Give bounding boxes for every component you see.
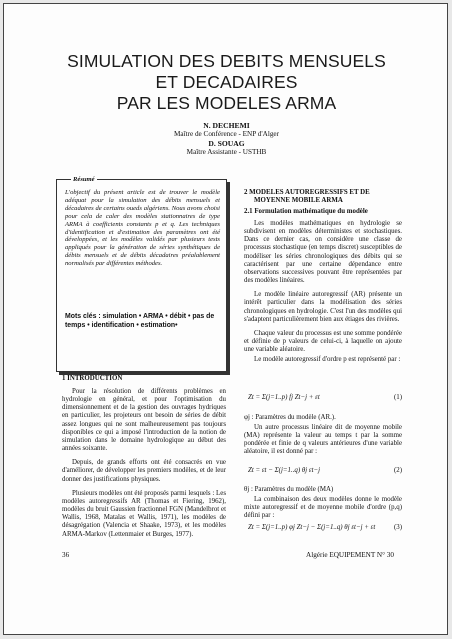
paragraph: Pour la résolution de différents problèmes en hydrologie en général, et pour l'optimisation du dimensionnement et de la gestion des ouvrages hydriques en particulier, les projeteurs ont besoin de séries de débit assez longues qui ne sont malheureusement pas toujours disponibles ce qui a imposé l'introduction de la notion de simulation dans le domaine hydrologique au début des années soixante.: [62, 388, 226, 453]
paragraph: Plusieurs modèles ont été proposés parmi lesquels : Les modèles autoregressifs AR (Thomas et Fiering, 1962), modèles du bruit Gaussien fractionnel FGN (Mandelbrot et Wallis, 1968, Matalas et Wallis, 1971), les modèles de désagrégation (Valencia et Shaake, 1973), et les modèles ARMA-Markov (Lettenmaier et Burges, 1977).: [62, 489, 226, 538]
arma-paragraph: [244, 496, 402, 520]
abstract-text: L'objectif du présent article est de trouver le modèle adéquat pour la simulation des débits mensuels et décadaires de certains oueds algériens. Nous avons choisi pour cela de caler des modèles stationnaires de type ARMA à coefficients constants p et q. Les techniques d'identification et d'estimation des paramètres ont été développées, et les modèles validés par plusieurs tests appliqués pour la génération de séries synthétiques de débits mensuels et de débits décadaires préalablement normalisés par différentes méthodes.: [65, 189, 220, 268]
equation-2: [248, 466, 402, 475]
author-1-name: N. DECHEMI: [203, 121, 250, 130]
paragraph: Le modèle autoregressif d'ordre p est représenté par :: [254, 356, 401, 364]
author-2-name: D. SOUAG: [208, 139, 245, 148]
equation-1-number: (1): [393, 394, 402, 401]
equation-3-text: Zt = Σ(j=1..p) φj Zt−j − Σ(j=1..q) θj εt−j + εt: [248, 524, 376, 531]
paragraph: Les modèles mathématiques en hydrologie se subdivisent en modèles déterministes et stochastiques. Dans ce dernier cas, on considère une classe de processus stochastique (en temps discret) susceptibles de modéliser les séries chronologiques des débits qui se caractérisent par une certaine dépendance entre observations successives pouvant être représentées par des modèles linéaires.: [244, 220, 402, 285]
paragraph: Le modèle linéaire autoregressif (AR) présente un intérêt particulier dans la modélisation des séries chronologiques en hydrologie. C'est l'un des modèles qui s'adaptent particulièrement bien aux étiages des rivières.: [244, 291, 402, 323]
author-2-affiliation: Maître Assistante - USTHB: [186, 148, 267, 156]
article-title-line-2: ET DECADAIRES: [155, 72, 298, 92]
equation-3-number: (3): [393, 524, 402, 531]
left-column-body: [62, 388, 226, 539]
right-column-body-top: [244, 220, 402, 365]
abstract-label: Résumé: [73, 176, 95, 183]
author-1-affiliation: Maître de Conférence - ENP d'Alger: [173, 130, 279, 138]
equation-1-text: Zt = Σ(j=1..p) fj Zt−j + εt: [248, 394, 320, 401]
journal-name: Algérie EQUIPEMENT N° 30: [306, 551, 394, 559]
page-number: 36: [62, 551, 70, 559]
paragraph: Un autre processus linéaire dit de moyenne mobile (MA) représente la valeur au temps t par la somme pondérée et finie de q valeurs antérieures d'une variable aléatoire, il est donné par :: [244, 424, 402, 456]
section-2-heading-line-2: MOYENNE MOBILE ARMA: [254, 197, 343, 204]
subsection-2-1-heading: 2.1 Formulation mathématique du modèle: [244, 208, 368, 215]
equation-3: [248, 523, 402, 532]
ma-paragraph: [244, 424, 402, 457]
paragraph: Depuis, de grands efforts ont été consacrés en vue d'améliorer, de développer les premiers modèles, et de leur donner des justifications physiques.: [62, 459, 226, 483]
journal-page: [3, 3, 448, 635]
paragraph: Chaque valeur du processus est une somme pondérée et définie de p valeurs de celui-ci, à laquelle on ajoute une variable aléatoire.: [244, 329, 402, 354]
section-1-heading: 1 INTRODUCTION: [62, 375, 123, 382]
equation-2-text: Zt = εt − Σ(j=1..q) θj εt−j: [248, 467, 321, 474]
article-title-line-3: PAR LES MODELES ARMA: [116, 93, 337, 113]
equation-1: [248, 393, 402, 402]
article-title-line-1: SIMULATION DES DEBITS MENSUELS: [67, 51, 386, 71]
keywords: Mots clés : simulation • ARMA • débit • pas de temps • identification • estimation•: [65, 313, 215, 329]
abstract-box: [56, 176, 227, 372]
paragraph: La combinaison des deux modèles donne le modèle mixte autoregressif et de moyenne mobile d'ordre (p,q) défini par :: [244, 496, 402, 520]
section-2-heading-line-1: 2 MODELES AUTOREGRESSIFS ET DE: [244, 189, 370, 196]
equation-2-number: (2): [393, 467, 402, 474]
equation-1-note: φj : Paramètres du modèle (AR.).: [244, 414, 336, 421]
equation-2-note: θj : Paramètres du modèle (MA): [244, 486, 334, 493]
